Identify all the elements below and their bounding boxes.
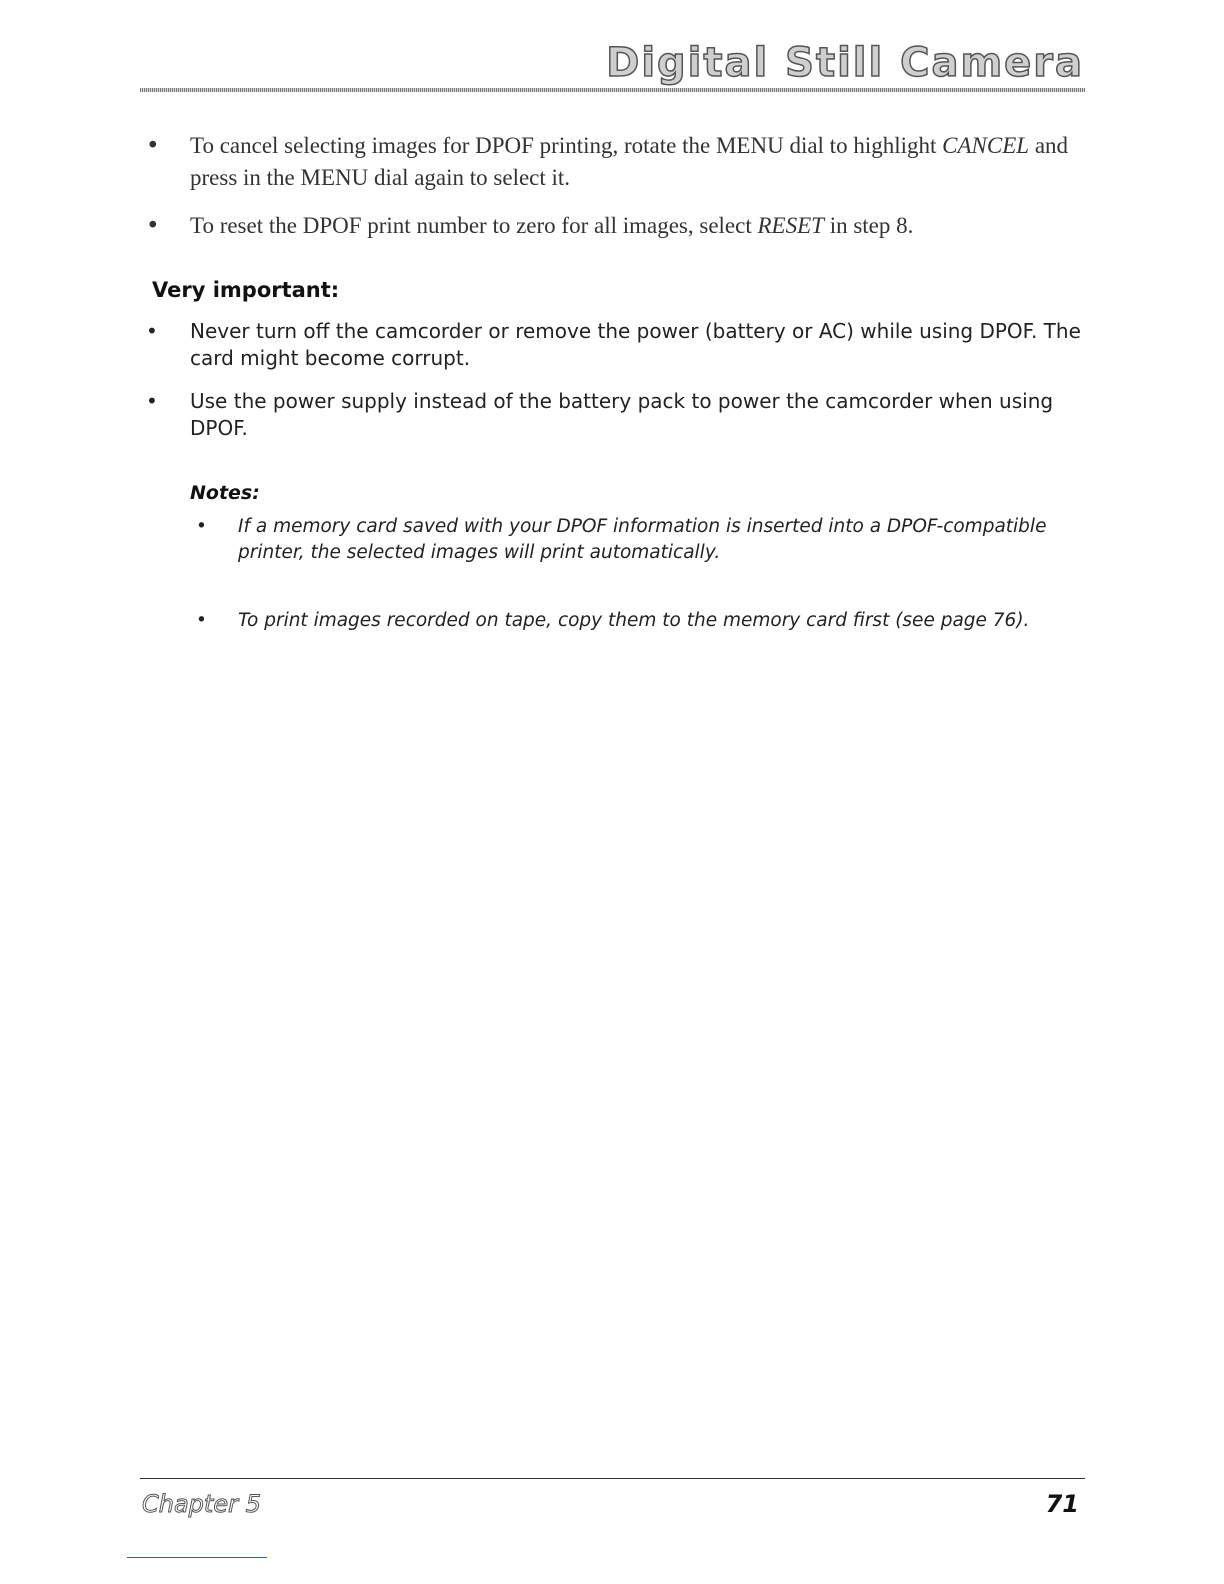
menu-option-cancel: CANCEL bbox=[942, 133, 1030, 158]
bottom-edge-line bbox=[127, 1557, 267, 1558]
list-item: • To reset the DPOF print number to zero for all images, select RESET in step 8. bbox=[140, 210, 1085, 242]
footer-divider bbox=[140, 1478, 1085, 1479]
bullet-icon: • bbox=[196, 516, 207, 537]
list-item: • To cancel selecting images for DPOF printing, rotate the MENU dial to highlight CANCEL and press in the MENU dial again to select it. bbox=[140, 130, 1085, 194]
list-item: • Use the power supply instead of the battery pack to power the camcorder when using DPOF. bbox=[146, 389, 1054, 440]
important-heading: Very important: bbox=[152, 278, 340, 302]
list-item: • To print images recorded on tape, copy them to the memory card first (see page 76). bbox=[190, 608, 1070, 634]
bullet-icon: • bbox=[146, 133, 160, 159]
list-item: • Never turn off the camcorder or remove the power (battery or AC) while using DPOF. The card might become corrupt. bbox=[146, 319, 1081, 370]
bullet-icon: • bbox=[146, 213, 160, 239]
page-header-title: Digital Still Camera bbox=[606, 40, 1084, 86]
notes-bullet-list bbox=[190, 514, 1070, 634]
list-item: • If a memory card saved with your DPOF information is inserted into a DPOF-compatible printer, the selected images will print automatically. bbox=[196, 516, 1047, 563]
notes-heading: Notes: bbox=[190, 482, 260, 504]
page-number: 71 bbox=[1045, 1490, 1079, 1518]
bullet-icon: • bbox=[196, 610, 207, 631]
intro-bullet-list bbox=[140, 130, 1085, 258]
important-bullet-list bbox=[140, 318, 1085, 458]
menu-option-reset: RESET bbox=[757, 213, 824, 238]
header-divider bbox=[140, 88, 1085, 92]
bullet-icon: • bbox=[146, 389, 158, 413]
bullet-icon: • bbox=[146, 319, 158, 343]
footer-chapter-label: Chapter 5 bbox=[142, 1490, 261, 1518]
